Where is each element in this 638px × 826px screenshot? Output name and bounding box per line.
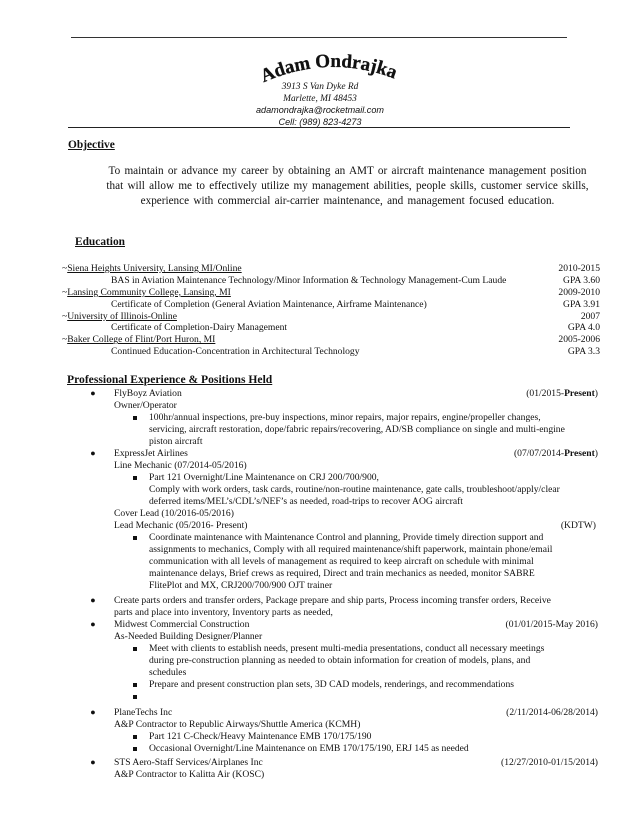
bullet-icon: ● xyxy=(90,388,96,398)
company-name: Midwest Commercial Construction xyxy=(114,619,250,630)
job-dates: (01/01/2015-May 2016) xyxy=(505,619,598,630)
address-line1: 3913 S Van Dyke Rd xyxy=(281,82,359,92)
education-school: ~University of Illinois-Online xyxy=(62,310,177,322)
address-line2: Marlette, MI 48453 xyxy=(283,94,357,104)
header-rule xyxy=(68,127,570,128)
bullet-icon: ● xyxy=(90,595,96,605)
square-bullet-icon xyxy=(133,476,137,480)
education-gpa: GPA 3.60 xyxy=(563,274,600,286)
education-row xyxy=(62,263,602,275)
company-name: STS Aero-Staff Services/Airplanes Inc xyxy=(114,757,263,768)
company-name: ExpressJet Airlines xyxy=(114,448,188,459)
top-rule xyxy=(71,37,567,38)
square-bullet-icon xyxy=(133,536,137,540)
education-detail: Continued Education-Concentration in Architectural Technology xyxy=(111,346,360,358)
task-item: 100hr/annual inspections, pre-buy inspections, minor repairs, major repairs, engine/propeller changes, servicing, aircraft restoration, dope/fabric repairs/recovering, AD/SB compliance on single and multi-engine piston aircraft xyxy=(88,412,598,448)
experience-title: Professional Experience & Positions Held xyxy=(67,373,273,386)
job-role: A&P Contractor to Republic Airways/Shuttle America (KCMH) xyxy=(114,719,361,730)
education-school: ~Siena Heights University, Lansing MI/Online xyxy=(62,263,242,274)
job-flyboyz xyxy=(88,388,598,448)
education-years: 2007 xyxy=(580,310,600,322)
company-name: PlaneTechs Inc xyxy=(114,707,173,718)
email[interactable]: adamondrajka@rocketmail.com xyxy=(255,105,384,115)
job-midwest xyxy=(88,619,598,703)
bullet-icon: ● xyxy=(90,757,96,767)
education-years: 2005-2006 xyxy=(558,334,600,346)
duty-bullet: ● Create parts orders and transfer orders, Package prepare and ship parts, Process incoming transfer orders, Receive parts and place into inventory, Inventory parts as needed, xyxy=(88,595,598,619)
education-gpa: GPA 4.0 xyxy=(567,322,600,334)
job-expressjet xyxy=(88,448,598,592)
task-item: Part 121 C-Check/Heavy Maintenance EMB 170/175/190 xyxy=(88,731,598,743)
square-bullet-icon xyxy=(133,647,137,651)
education-row xyxy=(62,334,602,346)
company-name: FlyBoyz Aviation xyxy=(114,388,182,399)
task-item: Prepare and present construction plan sets, 3D CAD models, renderings, and recommendations xyxy=(88,679,598,691)
education-detail: BAS in Aviation Maintenance Technology/Minor Information & Technology Management-Cum Laude xyxy=(111,274,507,286)
education-row xyxy=(62,299,602,311)
education-row xyxy=(62,311,602,323)
job-role: Owner/Operator xyxy=(114,400,177,411)
square-bullet-icon xyxy=(133,695,137,699)
education-row xyxy=(62,346,602,358)
square-bullet-icon xyxy=(133,683,137,687)
job-dates: (2/11/2014-06/28/2014) xyxy=(506,707,598,718)
education-school: ~Baker College of Flint/Port Huron, MI xyxy=(62,334,216,346)
bullet-icon: ● xyxy=(90,448,96,458)
job-role: Lead Mechanic (05/2016- Present) xyxy=(114,520,248,531)
task-item: Coordinate maintenance with Maintenance Control and planning, Provide timely direction support and assignments to mechanics, Comply with all required maintenance/shift paperwork, maintain phone/email communication with all levels of management as required to keep aircraft on schedule with minimal maintenance delays, Brief crews as required, Direct and train mechanics as needed, monitor SABRE FlitePlot and MX, CRJ200/700/900 OJT trainer xyxy=(88,532,598,592)
svg-text:Adam Ondrajka: Adam Ondrajka xyxy=(257,50,400,87)
task-item: Occasional Overnight/Line Maintenance on EMB 170/175/190, ERJ 145 as needed xyxy=(88,743,598,755)
education-detail: Certificate of Completion-Dairy Management xyxy=(111,322,288,334)
square-bullet-icon xyxy=(133,735,137,739)
education-detail: Certificate of Completion (General Aviation Maintenance, Airframe Maintenance) xyxy=(111,298,427,310)
task-item: Meet with clients to establish needs, present multi-media presentations, conduct all necessary meetings during pre-construction planning as needed to obtain information for creation of models, plans, and schedules xyxy=(88,643,598,679)
education-title: Education xyxy=(75,236,126,248)
job-location: (KDTW) xyxy=(560,520,596,531)
job-dates: (12/27/2010-01/15/2014) xyxy=(501,757,598,768)
education-row xyxy=(62,275,602,287)
education-years: 2010-2015 xyxy=(558,263,600,274)
objective-title: Objective xyxy=(68,139,115,151)
job-sts xyxy=(88,757,598,781)
task-item xyxy=(88,691,598,703)
job-dates: (01/2015-Present) xyxy=(526,388,598,399)
experience-list xyxy=(88,388,598,781)
job-role: Cover Lead (10/2016-05/2016) xyxy=(114,508,234,519)
square-bullet-icon xyxy=(133,416,137,420)
education-row xyxy=(62,287,602,299)
task-item: Part 121 Overnight/Line Maintenance on CRJ 200/700/900, Comply with work orders, task cards, routine/non-routine maintenance, gate calls, troubleshoot/apply/clear deferred items/MEL’s/CDL’s/NEF’s as needed, road-trips to recover AOG aircraft xyxy=(88,472,598,508)
job-role: As-Needed Building Designer/Planner xyxy=(114,631,263,642)
bullet-icon: ● xyxy=(90,619,96,629)
job-role: A&P Contractor to Kalitta Air (KOSC) xyxy=(114,769,265,780)
bullet-icon: ● xyxy=(90,707,96,717)
phone: Cell: (989) 823-4273 xyxy=(278,117,362,127)
job-dates: (07/07/2014-Present) xyxy=(513,448,598,459)
education-gpa: GPA 3.3 xyxy=(567,346,600,358)
education-school: ~Lansing Community College, Lansing, MI xyxy=(62,286,231,298)
education-years: 2009-2010 xyxy=(558,286,600,298)
education-list xyxy=(62,263,602,358)
objective-text: To maintain or advance my career by obtaining an AMT or aircraft maintenance management position that will allow me to effectively utilize my management abilities, people skills, customer service skills, experience with commercial air-carrier maintenance, and management focused education. xyxy=(106,165,589,208)
job-role: Line Mechanic (07/2014-05/2016) xyxy=(114,460,247,471)
education-gpa: GPA 3.91 xyxy=(563,298,600,310)
square-bullet-icon xyxy=(133,747,137,751)
job-planetechs xyxy=(88,707,598,755)
education-row xyxy=(62,322,602,334)
